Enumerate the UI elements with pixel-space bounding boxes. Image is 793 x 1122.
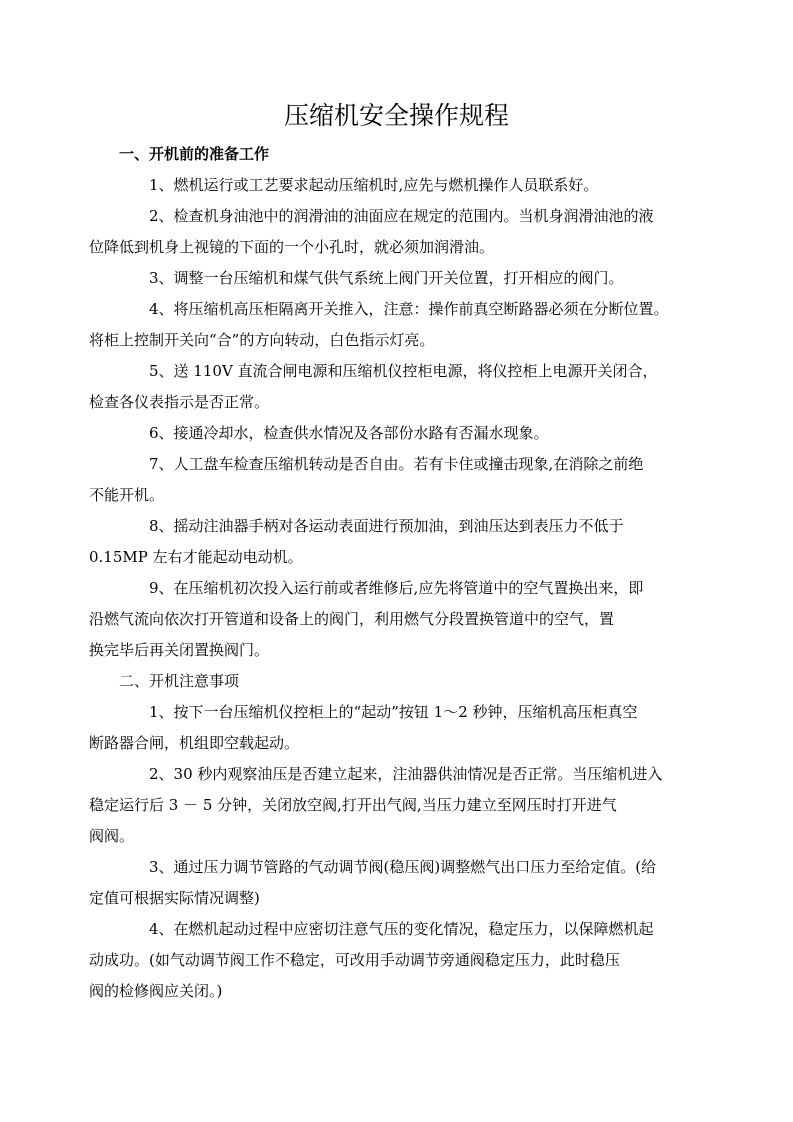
section-heading-preparation: 一、开机前的准备工作: [119, 145, 270, 163]
paragraph-line: 3、通过压力调节管路的气动调节阀(稳压阀)调整燃气出口压力至给定值。(给: [149, 858, 657, 876]
paragraph-line: 沿燃气流向依次打开管道和设备上的阀门，利用燃气分段置换管道中的空气，置: [89, 610, 615, 628]
paragraph-line: 2、30 秒内观察油压是否建立起来，注油器供油情况是否正常。当压缩机进入: [149, 765, 663, 783]
preparation-item-6: [119, 418, 686, 449]
paragraph-line: 定值可根据实际情况调整): [89, 889, 260, 907]
paragraph-line: 4、将压缩机高压柜隔离开关推入，注意：操作前真空断路器必须在分断位置。: [149, 300, 669, 318]
paragraph-line: 7、人工盘车检查压缩机转动是否自由。若有卡住或撞击现象,在消除之前绝: [149, 455, 644, 473]
paragraph-line: 0.15MP 左右才能起动电动机。: [89, 548, 303, 566]
startup-notes-item-4: [89, 914, 686, 1007]
preparation-item-8: [89, 511, 686, 573]
section-startup-notes-items: [89, 697, 686, 1007]
paragraph-line: 检查各仪表指示是否正常。: [89, 393, 270, 411]
startup-notes-item-3: [89, 852, 686, 914]
paragraph-line: 6、接通冷却水，检查供水情况及各部份水路有否漏水现象。: [149, 424, 549, 442]
paragraph-line: 不能开机。: [89, 486, 165, 504]
paragraph-line: 1、按下一台压缩机仪控柜上的“起动”按钮 1～2 秒钟，压缩机高压柜真空: [149, 703, 638, 721]
paragraph-line: 稳定运行后 3 － 5 分钟，关闭放空阀,打开出气阀,当压力建立至网压时打开进气: [89, 796, 617, 814]
document-title: 压缩机安全操作规程: [283, 101, 509, 130]
preparation-item-9: [89, 573, 686, 666]
startup-notes-item-2: [89, 759, 686, 852]
preparation-item-4: [89, 294, 686, 356]
paragraph-line: 动成功。(如气动调节阀工作不稳定，可改用手动调节旁通阀稳定压力，此时稳压: [89, 951, 620, 969]
preparation-item-3: [119, 263, 686, 294]
paragraph-line: 2、检查机身油池中的润滑油的油面应在规定的范围内。当机身润滑油池的液: [149, 207, 654, 225]
paragraph-line: 断路器合闸，机组即空载起动。: [89, 734, 300, 752]
section-preparation-items: [89, 170, 686, 666]
paragraph-line: 5、送 110V 直流合闸电源和压缩机仪控柜电源，将仪控柜上电源开关闭合，: [149, 362, 658, 380]
startup-notes-item-1: [89, 697, 686, 759]
paragraph-line: 3、调整一台压缩机和煤气供气系统上阀门开关位置，打开相应的阀门。: [149, 269, 624, 287]
paragraph-line: 阀的检修阀应关闭。): [89, 982, 223, 1000]
preparation-item-2: [89, 201, 686, 263]
paragraph-line: 4、在燃机起动过程中应密切注意气压的变化情况，稳定压力，以保障燃机起: [149, 920, 654, 938]
paragraph-line: 阀阀。: [89, 827, 135, 845]
paragraph-line: 换完毕后再关闭置换阀门。: [89, 641, 270, 659]
paragraph-line: 9、在压缩机初次投入运行前或者维修后,应先将管道中的空气置换出来，即: [149, 579, 644, 597]
preparation-item-7: [89, 449, 686, 511]
paragraph-line: 位降低到机身上视镜的下面的一个小孔时，就必须加润滑油。: [89, 238, 495, 256]
preparation-item-5: [89, 356, 686, 418]
paragraph-line: 1、燃机运行或工艺要求起动压缩机时,应先与燃机操作人员联系好。: [149, 176, 599, 194]
document-body: [89, 139, 686, 1007]
paragraph-line: 8、摇动注油器手柄对各运动表面进行预加油，到油压达到表压力不低于: [149, 517, 624, 535]
section-heading-startup-notes: 二、开机注意事项: [119, 672, 240, 690]
preparation-item-1: [119, 170, 686, 201]
paragraph-line: 将柜上控制开关向“合”的方向转动，白色指示灯亮。: [89, 331, 435, 349]
